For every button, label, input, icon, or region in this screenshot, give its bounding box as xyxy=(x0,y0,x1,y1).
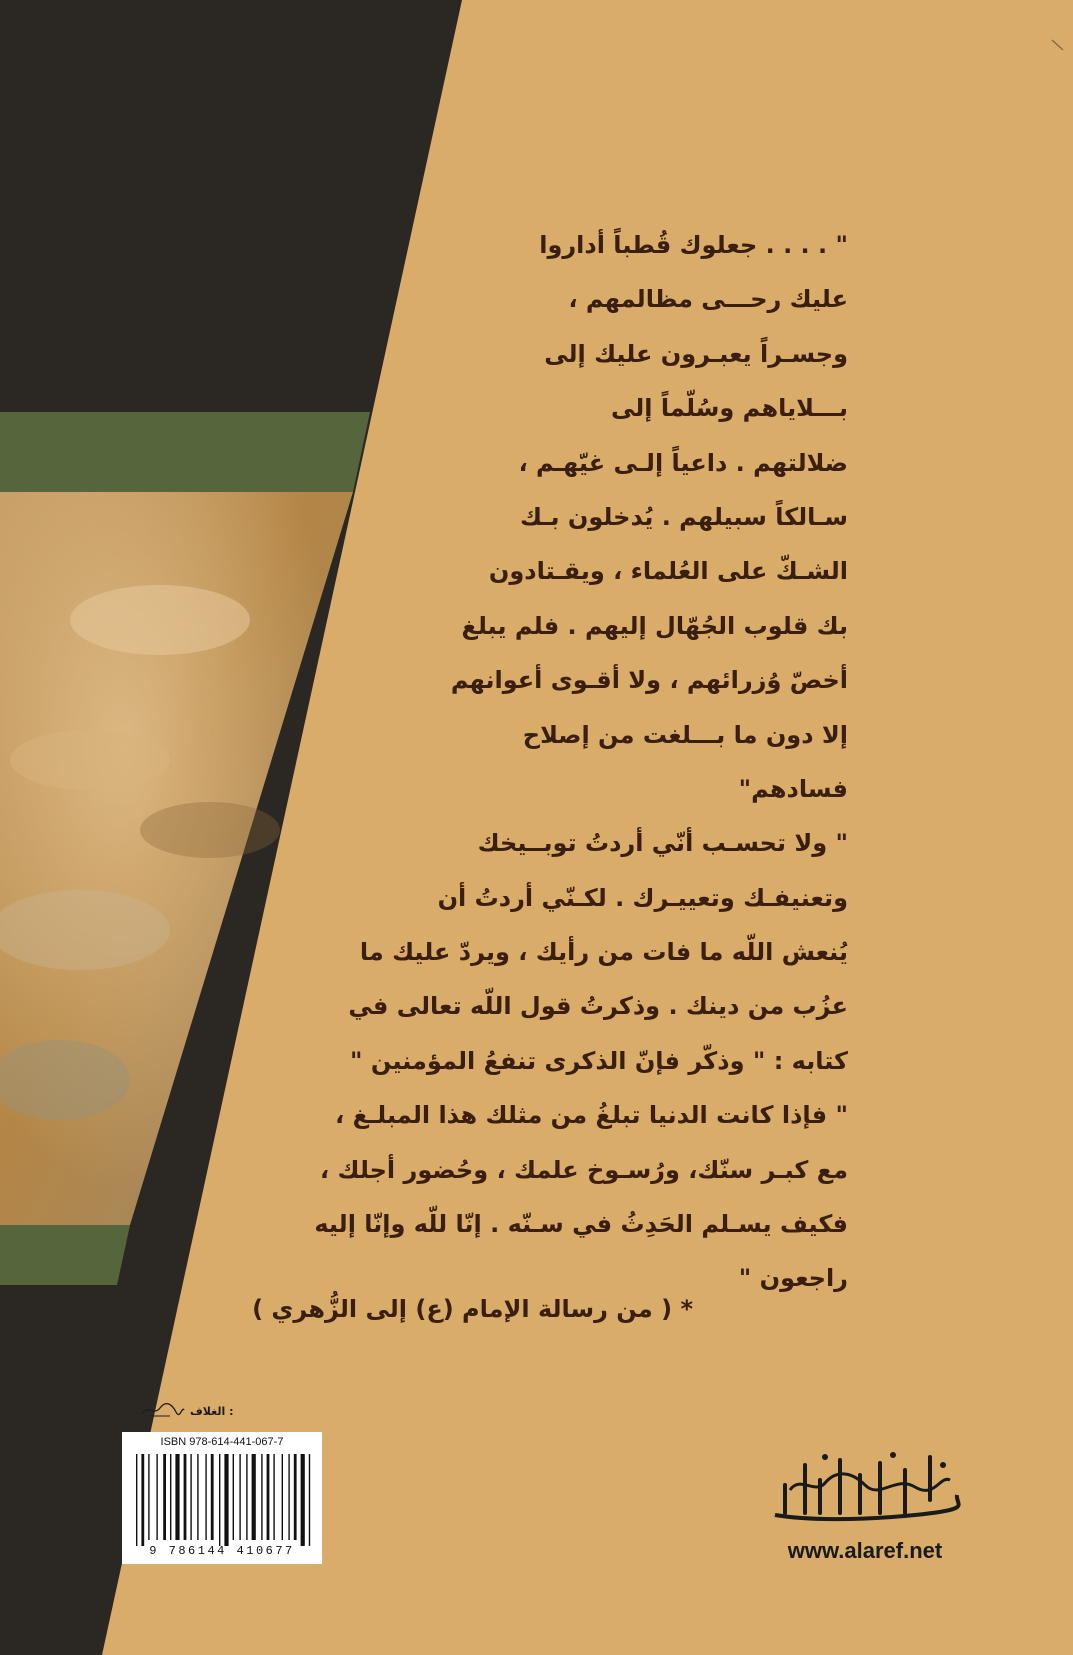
quote-line: أخصّ وُزرائهم ، ولا أقـوى أعوانهم xyxy=(450,666,848,695)
barcode-bar xyxy=(261,1454,262,1540)
barcode-bar xyxy=(246,1454,247,1540)
barcode-bar xyxy=(205,1454,206,1540)
quote-line: الشـكّ على العُلماء ، ويقـتادون xyxy=(488,557,848,586)
barcode-bar xyxy=(197,1454,198,1540)
quote-line: سـالكاً سبيلهم . يُدخلون بـك xyxy=(519,502,848,531)
quote-line: كتابه : " وذكّر فإنّ الذكرى تنفعُ المؤمنين " xyxy=(350,1046,848,1075)
barcode-bar xyxy=(288,1454,289,1540)
barcode-bar xyxy=(224,1454,228,1546)
barcode-bar xyxy=(175,1454,179,1540)
publisher-website: www.alaref.net xyxy=(787,1538,943,1563)
barcode-bar xyxy=(309,1454,310,1546)
barcode-bar xyxy=(282,1454,283,1540)
barcode-bar xyxy=(233,1454,234,1540)
quote-line: فكيف يسـلم الحَدِثُ في سـنّه . إنّا للّه وإنّا إليه xyxy=(314,1210,848,1239)
quote-line: يُنعش اللّه ما فات من رأيك ، ويردّ عليك ما xyxy=(359,938,848,967)
quote-line: بك قلوب الجُهّال إليهم . فلم يبلغ xyxy=(461,611,848,640)
barcode-bar xyxy=(170,1454,171,1540)
quote-line: عزُب من دينك . وذكرتُ قول اللّه تعالى في xyxy=(348,992,848,1021)
barcode-bar xyxy=(252,1454,256,1540)
quote-line: راجعون " xyxy=(738,1264,848,1293)
quote-line: ضلالتهم . داعياً إلـى غيّهـم ، xyxy=(518,448,848,477)
quote-line: إلا دون ما بـــلغت من إصلاح xyxy=(522,720,848,749)
barcode-bar xyxy=(184,1454,187,1540)
quote-line: بـــلاياهم وسُلّماً إلى xyxy=(611,394,848,423)
quote-line: وتعنيفـك وتعييـرك . لكـنّي أردتُ أن xyxy=(437,883,848,912)
quote-text xyxy=(314,218,848,1306)
quote-line: " . . . . جعلوك قُطباً أداروا xyxy=(539,231,848,259)
cover-credit-label: الغلاف : xyxy=(190,1405,234,1418)
publisher-logo xyxy=(765,1445,965,1530)
barcode-bar xyxy=(156,1454,157,1540)
barcode-bar xyxy=(136,1454,137,1546)
quote-line: وجسـراً يعبـرون عليك إلى xyxy=(544,339,848,368)
barcode-bar xyxy=(163,1454,166,1540)
barcode-bar xyxy=(294,1454,297,1540)
publisher-logo-text: دار المعارف للمطبوعات xyxy=(859,1527,871,1528)
barcode-bar xyxy=(141,1454,144,1546)
isbn-barcode xyxy=(122,1432,322,1564)
cover-designer-signature xyxy=(140,1400,186,1420)
quote-line: عليك رحـــى مظالمهم ، xyxy=(568,285,848,314)
barcode-bar xyxy=(148,1454,149,1540)
barcode-bar xyxy=(239,1454,240,1540)
barcode-bar xyxy=(219,1454,220,1546)
barcode-bar xyxy=(211,1454,214,1540)
isbn-label: ISBN 978-614-441-067-7 xyxy=(160,1436,284,1448)
barcode-number: 9 786144 410677 xyxy=(149,1544,295,1558)
quote-line: " فإذا كانت الدنيا تبلغُ من مثلك هذا المبلـغ ، xyxy=(335,1101,848,1130)
quote-line: مع كبـر سنّك، ورُسـوخ علمك ، وحُضور أجلك ، xyxy=(320,1155,848,1184)
source-note: * ( من رسالة الإمام (ع) إلى الزُّهري ) xyxy=(252,1295,693,1323)
quote-line: " ولا تحسـب أنّي أردتُ توبــيخك xyxy=(477,829,848,858)
barcode-bar xyxy=(190,1454,191,1540)
barcode-bar xyxy=(273,1454,274,1540)
barcode-bar xyxy=(301,1454,305,1546)
barcode-bar xyxy=(267,1454,270,1540)
quote-line: فسادهم" xyxy=(738,774,848,803)
